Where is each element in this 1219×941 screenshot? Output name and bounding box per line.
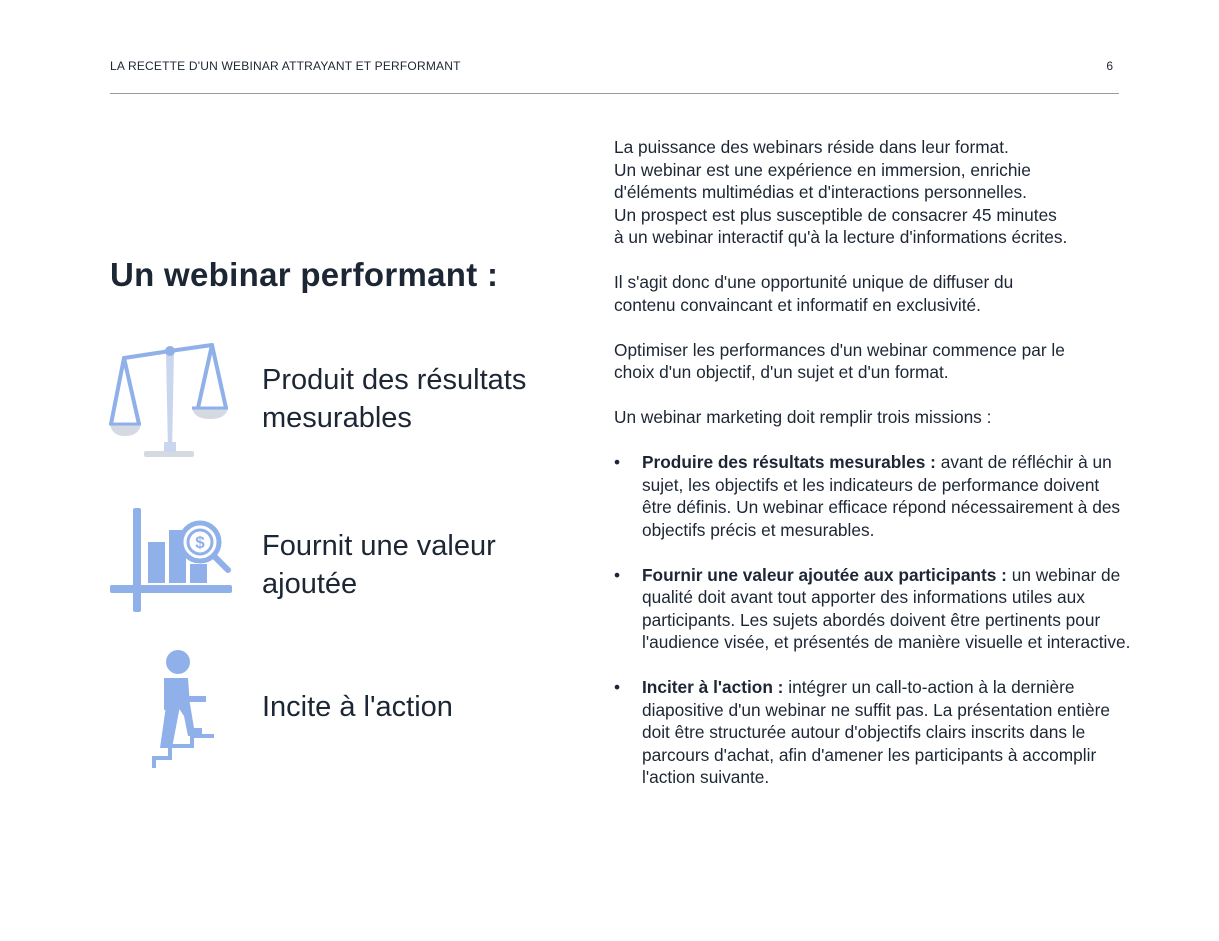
paragraph: Optimiser les performances d'un webinar commence par le choix d'un objectif, d'un sujet et d'un format. bbox=[614, 339, 1065, 382]
bullet-text: un webinar de qualité doit avant tout apporter des informations utiles aux participants. Les sujets abordés doivent être pertinents pour l'audience visée, et présentés de manière visuelle et interactive. bbox=[642, 564, 1131, 652]
paragraph: Un webinar marketing doit remplir trois missions : bbox=[614, 407, 992, 427]
feature-label-value: Fournit une valeur ajoutée bbox=[262, 530, 496, 600]
bullet-dot: • bbox=[614, 452, 621, 472]
feature-label-results: Produit des résultats mesurables bbox=[262, 364, 527, 434]
bullet-text: avant de réfléchir à un sujet, les objectifs et les indicateurs de performance doivent être définis. Un webinar efficace répond nécessairement à des objectifs précis et mesurables. bbox=[642, 452, 1121, 540]
balance-scale-icon bbox=[108, 338, 232, 462]
person-climbing-stairs-icon bbox=[148, 648, 220, 772]
list-item bbox=[614, 564, 1142, 654]
page-number: 6 bbox=[1106, 59, 1113, 73]
missions-list bbox=[614, 451, 1134, 789]
svg-text:$: $ bbox=[195, 533, 205, 552]
paragraph: La puissance des webinars réside dans leur format. Un webinar est une expérience en immersion, enrichie d'éléments multimédias et d'interactions personnelles. Un prospect est plus susceptible de consacrer 45 minutes à un webinar interactif qu'à la lecture d'informations écrites. bbox=[614, 137, 1068, 247]
list-item bbox=[614, 676, 1142, 789]
paragraph: Il s'agit donc d'une opportunité unique de diffuser du contenu convaincant et informatif en exclusivité. bbox=[614, 272, 1014, 315]
header-divider bbox=[110, 93, 1119, 94]
bullet-lead: Fournir une valeur ajoutée aux participants : bbox=[642, 564, 1007, 585]
section-heading: Un webinar performant : bbox=[110, 256, 499, 293]
bullet-dot: • bbox=[614, 677, 621, 697]
bullet-text: intégrer un call-to-action à la dernière diapositive d'un webinar ne suffit pas. La présentation entière doit être structurée autour d'objectifs clairs inscrits dans le parcours d'achat, afin d'amener les participants à accomplir l'action suivante. bbox=[642, 677, 1110, 787]
chart-magnifier-dollar-icon bbox=[108, 506, 234, 614]
body-text bbox=[614, 136, 1134, 811]
bullet-lead: Produire des résultats mesurables : bbox=[642, 452, 936, 472]
bullet-dot: • bbox=[614, 564, 621, 585]
list-item bbox=[614, 451, 1122, 541]
feature-label-action: Incite à l'action bbox=[262, 691, 453, 723]
running-header: LA RECETTE D'UN WEBINAR ATTRAYANT ET PERFORMANT bbox=[110, 59, 461, 73]
bullet-lead: Inciter à l'action : bbox=[642, 677, 784, 697]
